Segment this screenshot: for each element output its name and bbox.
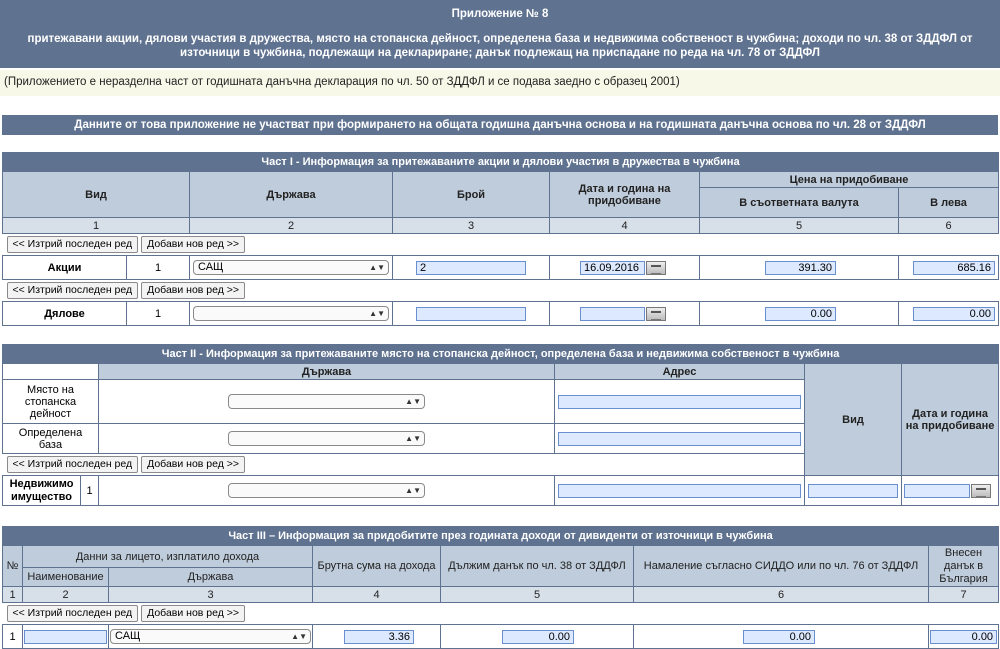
delete-last-row-button[interactable]: << Изтрий последен ред xyxy=(7,456,139,473)
part3-header-no: № xyxy=(3,546,23,587)
col-number: 2 xyxy=(190,218,393,234)
page-header xyxy=(0,0,1000,68)
real-estate-kind-input[interactable] xyxy=(808,484,898,498)
real-estate-address-input[interactable] xyxy=(558,484,801,498)
shares-label: Акции xyxy=(3,256,127,280)
appendix-note: (Приложението е неразделна част от годишната данъчна декларация по чл. 50 от ЗДДФЛ и се подава заедно с образец 2001) xyxy=(0,70,1000,96)
part3-header-payer-country: Държава xyxy=(109,568,313,587)
shares-price-currency-input[interactable]: 391.30 xyxy=(765,261,836,275)
col-number: 4 xyxy=(550,218,700,234)
delete-last-row-button[interactable]: << Изтрий последен ред xyxy=(7,282,139,299)
col-number: 1 xyxy=(3,218,190,234)
stakes-row xyxy=(3,302,999,326)
fixed-base-address-input[interactable] xyxy=(558,432,801,446)
dividend-paid-bg-input[interactable]: 0.00 xyxy=(930,630,997,644)
select-arrows-icon: ▲▼ xyxy=(369,309,385,318)
dividend-reduction-input[interactable]: 0.00 xyxy=(743,630,815,644)
appendix-description: притежавани акции, дялови участия в дружества, място на стопанска дейност, определена база и недвижима собственост в чужбина; доходи по чл. 38 от ЗДДФЛ от източници в чужбина, подлежащи на деклариране; данък подлежащ на приспадане по реда на чл. 78 от ЗДДФЛ xyxy=(27,33,973,59)
select-arrows-icon: ▲▼ xyxy=(405,486,421,495)
real-estate-country-select[interactable] xyxy=(228,483,425,498)
select-arrows-icon: ▲▼ xyxy=(291,632,307,641)
calendar-icon[interactable] xyxy=(646,261,666,275)
part1-header-country: Държава xyxy=(190,172,393,218)
part3-header-gross: Брутна сума на дохода xyxy=(313,546,441,587)
shares-price-bgn-input[interactable]: 685.16 xyxy=(913,261,995,275)
part3-buttons xyxy=(3,603,999,625)
calendar-icon[interactable] xyxy=(971,484,991,498)
col-number: 4 xyxy=(313,587,441,603)
stakes-label: Дялове xyxy=(3,302,127,326)
stakes-count-input[interactable] xyxy=(416,307,526,321)
delete-last-row-button[interactable]: << Изтрий последен ред xyxy=(7,236,139,253)
col-number: 6 xyxy=(899,218,999,234)
fixed-base-label: Определена база xyxy=(3,424,99,454)
part2-caption: Част II - Информация за притежаваните място на стопанска дейност, определена база и недвижима собственост в чужбина xyxy=(3,345,999,364)
part3-header-payer: Данни за лицето, изплатило дохода xyxy=(23,546,313,568)
select-arrows-icon: ▲▼ xyxy=(369,263,385,272)
part2-section xyxy=(2,344,998,506)
part3-header-payer-name: Наименование xyxy=(23,568,109,587)
stakes-country-select[interactable] xyxy=(193,306,389,321)
part1-header-price-bgn: В лева xyxy=(899,188,999,218)
shares-index: 1 xyxy=(127,256,190,280)
stakes-price-currency-input[interactable]: 0.00 xyxy=(765,307,836,321)
col-number: 5 xyxy=(700,218,899,234)
col-number: 6 xyxy=(634,587,929,603)
dividend-tax-due-input[interactable]: 0.00 xyxy=(502,630,574,644)
part3-header-reduction: Намаление съгласно СИДДО или по чл. 76 от ЗДДФЛ xyxy=(634,546,929,587)
real-estate-row xyxy=(3,476,999,506)
dividend-index: 1 xyxy=(3,625,23,649)
part3-header-tax-due: Дължим данък по чл. 38 от ЗДДФЛ xyxy=(441,546,634,587)
part1-section xyxy=(2,152,998,326)
appendix-title: Приложение № 8 xyxy=(451,8,549,20)
part1-header-kind: Вид xyxy=(3,172,190,218)
dividend-gross-input[interactable]: 3.36 xyxy=(344,630,414,644)
col-number: 3 xyxy=(393,218,550,234)
real-estate-date-input[interactable] xyxy=(904,484,970,498)
place-of-business-country-select[interactable] xyxy=(228,394,425,409)
col-number: 3 xyxy=(109,587,313,603)
dividend-payer-country-select[interactable]: САЩ ▲▼ xyxy=(110,629,311,644)
info-banner: Данните от това приложение не участват при формирането на общата годишна данъчна основа и на годишната данъчна основа по чл. 28 от ЗДДФЛ xyxy=(2,115,998,135)
part2-header-address: Адрес xyxy=(555,364,805,380)
place-of-business-label: Място на стопанска дейност xyxy=(3,380,99,424)
part2-header-country: Държава xyxy=(99,364,555,380)
add-new-row-button[interactable]: Добави нов ред >> xyxy=(141,236,245,253)
part1-header-price-currency: В съответната валута xyxy=(700,188,899,218)
part1-stakes-buttons xyxy=(3,280,999,302)
place-of-business-address-input[interactable] xyxy=(558,395,801,409)
stakes-index: 1 xyxy=(127,302,190,326)
delete-last-row-button[interactable]: << Изтрий последен ред xyxy=(7,605,139,622)
col-number: 5 xyxy=(441,587,634,603)
shares-country-select[interactable]: САЩ ▲▼ xyxy=(193,260,389,275)
select-arrows-icon: ▲▼ xyxy=(405,434,421,443)
part1-caption: Част I - Информация за притежаваните акции и дялови участия в дружества в чужбина xyxy=(3,153,999,172)
part3-section xyxy=(2,526,998,649)
stakes-date-input[interactable] xyxy=(580,307,645,321)
part1-header-date: Дата и година на придобиване xyxy=(550,172,700,218)
stakes-price-bgn-input[interactable]: 0.00 xyxy=(913,307,995,321)
add-new-row-button[interactable]: Добави нов ред >> xyxy=(141,605,245,622)
part1-header-count: Брой xyxy=(393,172,550,218)
part3-header-paid-bg: Внесен данък в България xyxy=(929,546,999,587)
part3-caption: Част III – Информация за придобитите през годината доходи от дивиденти от източници в чужбина xyxy=(3,527,999,546)
part2-header-date: Дата и година на придобиване xyxy=(902,364,999,476)
real-estate-index: 1 xyxy=(81,476,99,506)
part1-shares-buttons xyxy=(3,234,999,256)
add-new-row-button[interactable]: Добави нов ред >> xyxy=(141,282,245,299)
dividend-row xyxy=(3,625,999,649)
shares-date-input[interactable]: 16.09.2016 xyxy=(580,261,645,275)
dividend-payer-name-input[interactable] xyxy=(24,630,107,644)
col-number: 1 xyxy=(3,587,23,603)
select-arrows-icon: ▲▼ xyxy=(405,397,421,406)
real-estate-label: Недвижимо имущество xyxy=(3,476,81,506)
shares-row xyxy=(3,256,999,280)
col-number: 2 xyxy=(23,587,109,603)
part1-header-price: Цена на придобиване xyxy=(700,172,999,188)
part2-header-kind: Вид xyxy=(805,364,902,476)
add-new-row-button[interactable]: Добави нов ред >> xyxy=(141,456,245,473)
shares-count-input[interactable]: 2 xyxy=(416,261,526,275)
calendar-icon[interactable] xyxy=(646,307,666,321)
fixed-base-country-select[interactable] xyxy=(228,431,425,446)
part2-buttons xyxy=(3,454,805,476)
col-number: 7 xyxy=(929,587,999,603)
